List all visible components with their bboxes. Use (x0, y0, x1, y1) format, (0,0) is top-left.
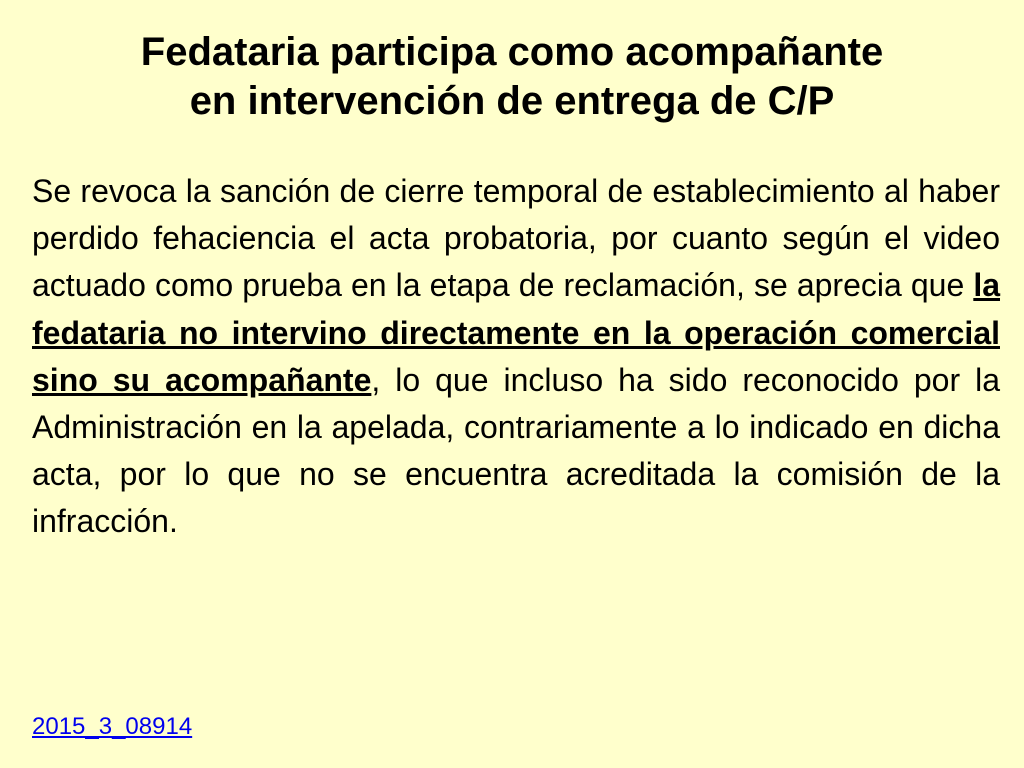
body-text-before: Se revoca la sanción de cierre temporal de establecimiento al haber perdido fehaciencia el acta probatoria, por cuanto según el video actuado como prueba en la etapa de reclamación, se aprecia que (32, 173, 1000, 304)
slide-body-paragraph (32, 168, 1000, 546)
slide-title (20, 28, 1004, 126)
body-text-emphasis: la fedataria no intervino directamente en la operación comercial sino su acompañante (32, 267, 1000, 398)
body-text-after: , lo que incluso ha sido reconocido por la Administración en la apelada, contrariamente a lo indicado en dicha acta, por lo que no se encuentra acreditada la comisión de la infracción. (32, 361, 1001, 540)
case-reference-link[interactable]: 2015_3_08914 (32, 713, 193, 740)
title-line-2: en intervención de entrega de C/P (189, 79, 835, 123)
title-line-1: Fedataria participa como acompañante (140, 30, 884, 74)
